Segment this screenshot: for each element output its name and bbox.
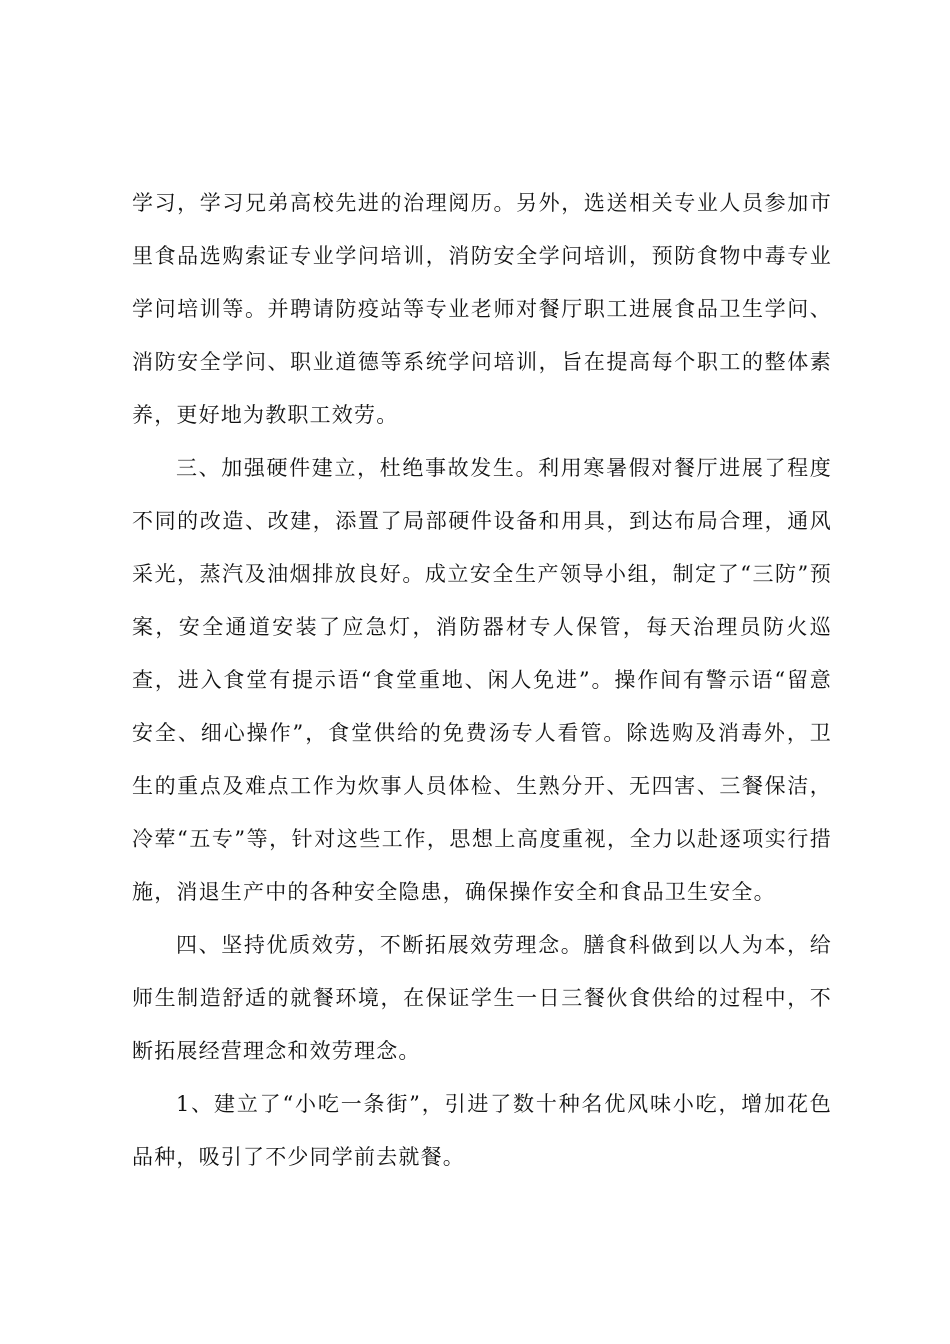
paragraph-section-four: 四、坚持优质效劳，不断拓展效劳理念。膳食科做到以人为本，给师生制造舒适的就餐环境，在保证学生一日三餐伙食供给的过程中，不断拓展经营理念和效劳理念。 <box>132 933 832 1063</box>
document-body <box>132 177 832 1184</box>
paragraph-section-three: 三、加强硬件建立，杜绝事故发生。利用寒暑假对餐厅进展了程度不同的改造、改建，添置了局部硬件设备和用具，到达布局合理，通风采光，蒸汽及油烟排放良好。成立安全生产领导小组，制定了“三防”预案，安全通道安装了应急灯，消防器材专人保管，每天治理员防火巡查，进入食堂有提示语“食堂重地、闲人免进”。操作间有警示语“留意安全、细心操作”，食堂供给的免费汤专人看管。除选购及消毒外，卫生的重点及难点工作为炊事人员体检、生熟分开、无四害、三餐保洁，冷荤“五专”等，针对这些工作，思想上高度重视，全力以赴逐项实行措施，消退生产中的各种安全隐患，确保操作安全和食品卫生安全。 <box>132 456 832 904</box>
paragraph-continuation: 学习，学习兄弟高校先进的治理阅历。另外，选送相关专业人员参加市里食品选购索证专业学问培训，消防安全学问培训，预防食物中毒专业学问培训等。并聘请防疫站等专业老师对餐厅职工进展食品卫生学问、消防安全学问、职业道德等系统学问培训，旨在提高每个职工的整体素养，更好地为教职工效劳。 <box>132 191 832 427</box>
paragraph-item-one: 1、建立了“小吃一条街”，引进了数十种名优风味小吃，增加花色品种，吸引了不少同学前去就餐。 <box>132 1092 832 1169</box>
